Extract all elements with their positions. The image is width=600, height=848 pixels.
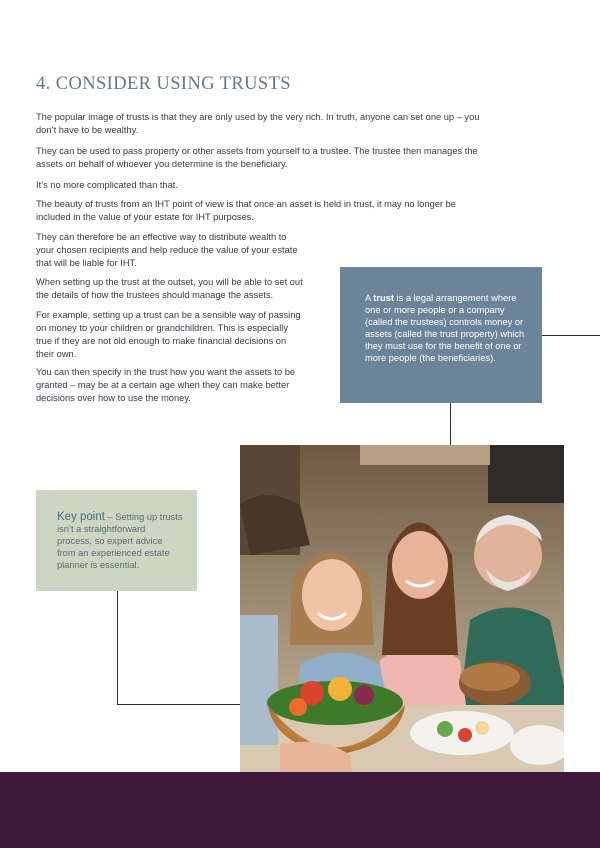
- trust-box-connector-right: [542, 335, 600, 336]
- trust-definition-box: [340, 267, 542, 403]
- footer-band: [0, 772, 600, 848]
- key-point-text: – Setting up trusts isn’t a straightforward process, so expert advice from an experienced estate planner is essential.: [57, 512, 183, 570]
- trust-box-connector-down: [450, 403, 451, 445]
- paragraph-setup: When setting up the trust at the outset, you will be able to set out the details of how the trustees should manage the assets.: [36, 277, 303, 300]
- trust-definition-text: is a legal arrangement where one or more people or a company (called the trustees) controls money or assets (called the trust property) which they must use for the benefit of one or more people (the beneficiaries).: [365, 293, 525, 363]
- key-point-title: Key point: [57, 511, 105, 523]
- paragraph-distribute: They can therefore be an effective way to distribute wealth to your chosen recipients and help reduce the value of your estate that will be liable for IHT.: [36, 232, 298, 268]
- family-meal-illustration: [240, 445, 564, 775]
- paragraph-example: For example, setting up a trust can be a sensible way of passing on money to your children or grandchildren. This is especially true if they are not old enough to make financial decisions on their own.: [36, 310, 301, 359]
- key-point-connector-vertical: [117, 591, 118, 705]
- paragraph-simple: It’s no more complicated than that.: [36, 180, 178, 190]
- paragraph-iht-benefit: The beauty of trusts from an IHT point of view is that once an asset is held in trust, it may no longer be included in the value of your estate for IHT purposes.: [36, 199, 456, 222]
- page-title: 4. CONSIDER USING TRUSTS: [36, 74, 291, 94]
- paragraph-specify: You can then specify in the trust how you want the assets to be granted – may be at a certain age when they can make better decisions over how to use the money.: [36, 367, 296, 403]
- paragraph-trustee: They can be used to pass property or other assets from yourself to a trustee. The trustee then manages the assets on behalf of whoever you determine is the beneficiary.: [36, 146, 478, 169]
- key-point-box: [36, 490, 197, 591]
- key-point-connector-horizontal: [117, 704, 240, 705]
- paragraph-intro: The popular image of trusts is that they are only used by the very rich. In truth, anyone can set one up – you don’t have to be wealthy.: [36, 112, 480, 135]
- trust-term: trust: [373, 293, 394, 303]
- trust-definition-prefix: A: [365, 293, 374, 303]
- family-meal-photo: [240, 445, 564, 775]
